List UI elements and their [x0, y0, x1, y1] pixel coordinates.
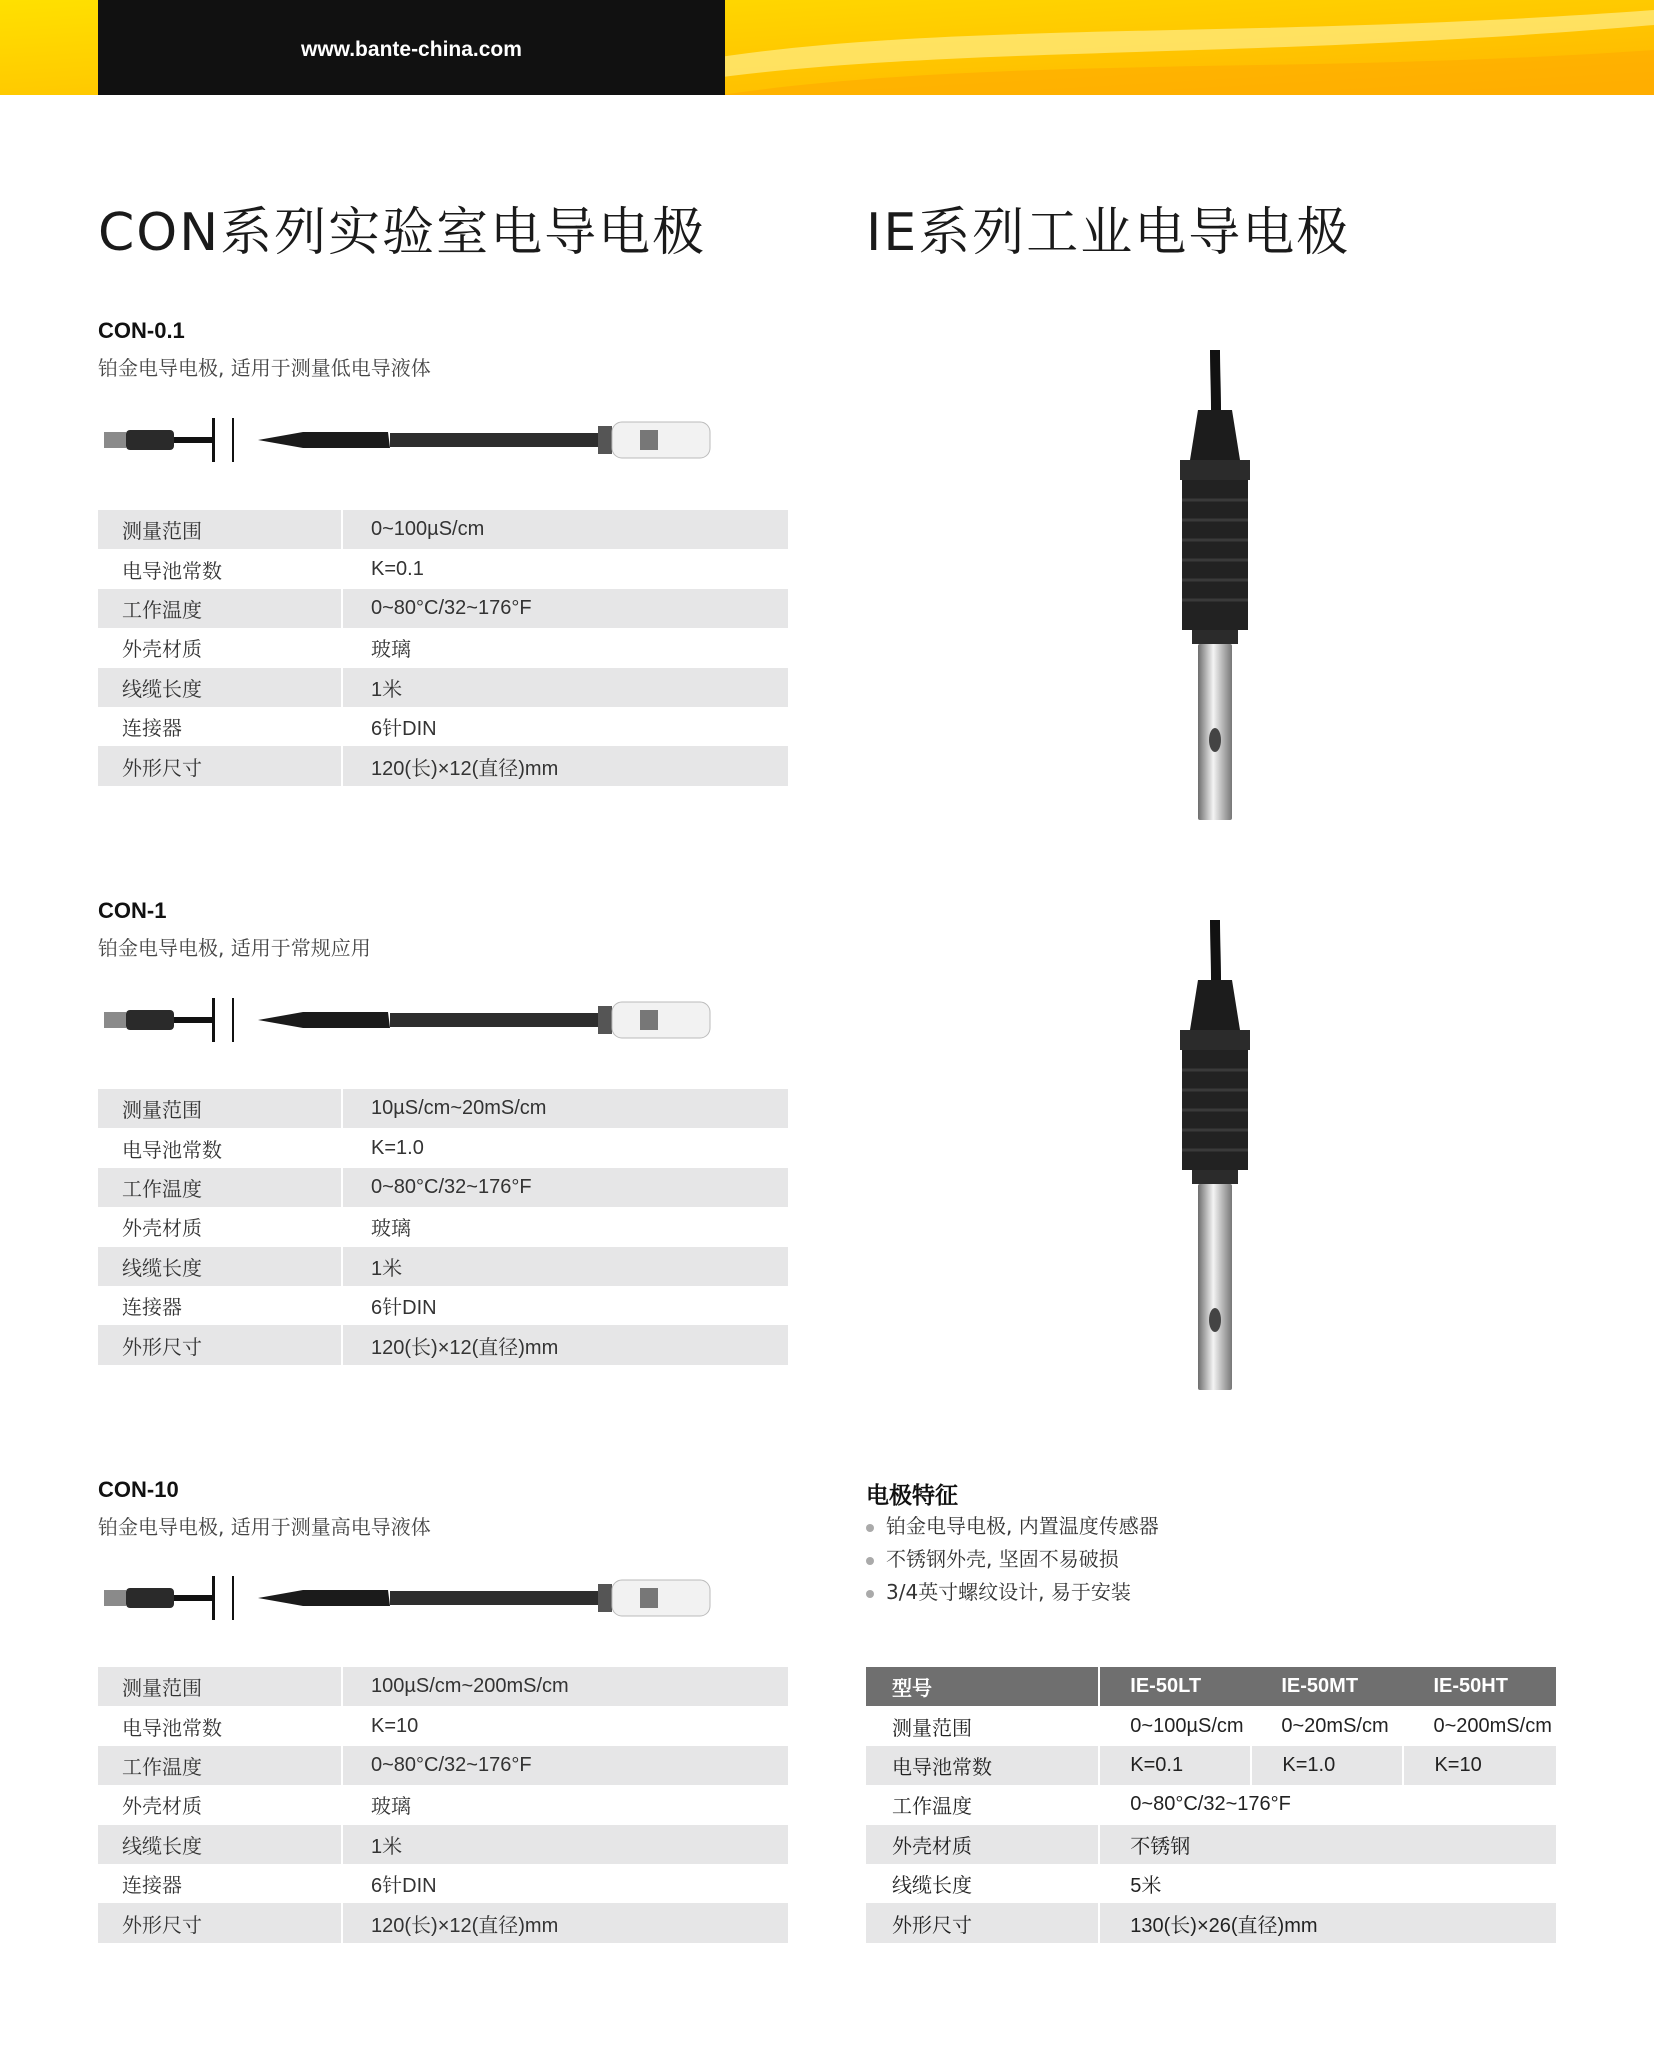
- spec-label: 电导池常数: [98, 1128, 342, 1167]
- spec-value: 5米: [1130, 1875, 1162, 1898]
- spec-label: 测量范围: [866, 1706, 1099, 1745]
- feature-text: 铂金电导电极, 内置温度传感器: [886, 1514, 1159, 1538]
- spec-label: 线缆长度: [98, 668, 342, 707]
- spec-label: 外形尺寸: [98, 746, 342, 785]
- ie-electrode-image: [1160, 920, 1270, 1400]
- spec-value: 0~200mS/cm: [1433, 1714, 1552, 1737]
- table-row: [98, 1864, 788, 1903]
- header-bar: [0, 0, 1654, 95]
- column-header: IE-50LT: [1099, 1667, 1251, 1706]
- spec-value: 0~100µS/cm: [1130, 1714, 1244, 1737]
- feature-text: 3/4英寸螺纹设计, 易于安装: [886, 1580, 1131, 1604]
- table-row: [98, 1247, 788, 1286]
- spec-value: 120(长)×12(直径)mm: [342, 746, 788, 785]
- table-row: [98, 668, 788, 707]
- bullet-icon: [866, 1557, 874, 1565]
- spec-value: 不锈钢: [1099, 1825, 1556, 1864]
- table-row: [98, 1746, 788, 1785]
- spec-value: 120(长)×12(直径)mm: [342, 1903, 788, 1942]
- spec-value: 玻璃: [371, 1218, 411, 1241]
- spec-value: 6针DIN: [371, 1875, 437, 1898]
- table-row: [866, 1706, 1556, 1745]
- spec-value: 0~100µS/cm: [342, 510, 788, 549]
- product-name: CON-10: [98, 1477, 179, 1502]
- con-series-title: CON系列实验室电导电极: [98, 203, 707, 263]
- spec-label: 连接器: [98, 1864, 342, 1903]
- table-row: [866, 1746, 1556, 1785]
- product-description: 铂金电导电极, 适用于测量低电导液体: [98, 356, 431, 380]
- table-row: [98, 1286, 788, 1325]
- feature-text: 不锈钢外壳, 坚固不易破损: [886, 1547, 1119, 1571]
- spec-value: 0~80°C/32~176°F: [342, 589, 788, 628]
- spec-value: 130(长)×26(直径)mm: [1099, 1903, 1556, 1942]
- bullet-icon: [866, 1590, 874, 1598]
- spec-label: 工作温度: [98, 589, 342, 628]
- spec-table-con-10: [98, 1667, 788, 1943]
- ie-electrode-image: [1160, 350, 1270, 830]
- table-row: [98, 1785, 788, 1824]
- table-row: [866, 1825, 1556, 1864]
- spec-label: 外形尺寸: [866, 1903, 1099, 1942]
- spec-label: 电导池常数: [98, 1706, 342, 1745]
- product-description: 铂金电导电极, 适用于常规应用: [98, 936, 371, 960]
- spec-value: 1米: [342, 1247, 788, 1286]
- spec-label: 外形尺寸: [98, 1325, 342, 1364]
- table-row: [98, 1325, 788, 1364]
- table-row: [98, 549, 788, 588]
- column-header: 型号: [866, 1667, 1099, 1706]
- spec-value: K=10: [371, 1714, 419, 1737]
- con-electrode-image: [98, 1568, 718, 1628]
- spec-value: 0~80°C/32~176°F: [1130, 1793, 1291, 1816]
- spec-value: K=1.0: [371, 1136, 424, 1159]
- table-header-row: [866, 1667, 1556, 1706]
- spec-value: 玻璃: [371, 1796, 411, 1819]
- spec-label: 连接器: [98, 1286, 342, 1325]
- spec-value: K=0.1: [371, 557, 424, 580]
- spec-label: 线缆长度: [98, 1247, 342, 1286]
- product-description: 铂金电导电极, 适用于测量高电导液体: [98, 1515, 431, 1539]
- spec-value: K=0.1: [1099, 1746, 1251, 1785]
- table-row: [866, 1903, 1556, 1942]
- spec-table-con-1: [98, 1089, 788, 1365]
- spec-label: 外壳材质: [98, 628, 342, 667]
- spec-label: 测量范围: [98, 1667, 342, 1706]
- spec-value: 100µS/cm~200mS/cm: [342, 1667, 788, 1706]
- table-row: [98, 589, 788, 628]
- column-header: IE-50HT: [1403, 1667, 1556, 1706]
- spec-value: 1米: [342, 1825, 788, 1864]
- ie-series-title: IE系列工业电导电极: [866, 203, 1351, 263]
- table-row: [98, 1667, 788, 1706]
- product-name: CON-0.1: [98, 318, 185, 343]
- spec-value: 6针DIN: [371, 1297, 437, 1320]
- spec-value: K=10: [1403, 1746, 1556, 1785]
- spec-label: 电导池常数: [866, 1746, 1099, 1785]
- spec-value: 120(长)×12(直径)mm: [342, 1325, 788, 1364]
- spec-value: 玻璃: [371, 639, 411, 662]
- spec-label: 外壳材质: [98, 1785, 342, 1824]
- table-row: [98, 1207, 788, 1246]
- spec-value: 10µS/cm~20mS/cm: [342, 1089, 788, 1128]
- table-row: [98, 628, 788, 667]
- list-item: [866, 1576, 1159, 1609]
- table-row: [98, 1089, 788, 1128]
- table-row: [98, 510, 788, 549]
- spec-value: 0~80°C/32~176°F: [342, 1168, 788, 1207]
- table-row: [866, 1864, 1556, 1903]
- spec-label: 外壳材质: [98, 1207, 342, 1246]
- spec-table-con-0-1: [98, 510, 788, 786]
- spec-value: 6针DIN: [371, 718, 437, 741]
- spec-label: 外壳材质: [866, 1825, 1099, 1864]
- column-header: IE-50MT: [1251, 1667, 1403, 1706]
- list-item: [866, 1510, 1159, 1543]
- list-item: [866, 1543, 1159, 1576]
- ie-spec-table: [866, 1667, 1556, 1943]
- spec-label: 测量范围: [98, 510, 342, 549]
- spec-label: 工作温度: [98, 1168, 342, 1207]
- spec-value: 0~20mS/cm: [1281, 1714, 1389, 1737]
- spec-label: 线缆长度: [866, 1864, 1099, 1903]
- spec-value: 0~80°C/32~176°F: [342, 1746, 788, 1785]
- con-electrode-image: [98, 410, 718, 470]
- spec-label: 连接器: [98, 707, 342, 746]
- table-row: [98, 1825, 788, 1864]
- spec-label: 工作温度: [98, 1746, 342, 1785]
- website-url[interactable]: www.bante-china.com: [301, 38, 522, 61]
- table-row: [98, 1168, 788, 1207]
- spec-label: 外形尺寸: [98, 1903, 342, 1942]
- con-electrode-image: [98, 990, 718, 1050]
- table-row: [866, 1785, 1556, 1824]
- spec-label: 工作温度: [866, 1785, 1099, 1824]
- table-row: [98, 1706, 788, 1745]
- spec-value: 1米: [342, 668, 788, 707]
- spec-label: 测量范围: [98, 1089, 342, 1128]
- table-row: [98, 1128, 788, 1167]
- table-row: [98, 746, 788, 785]
- bullet-icon: [866, 1524, 874, 1532]
- table-row: [98, 707, 788, 746]
- features-list: [866, 1510, 1159, 1609]
- spec-label: 电导池常数: [98, 549, 342, 588]
- spec-label: 线缆长度: [98, 1825, 342, 1864]
- spec-value: K=1.0: [1251, 1746, 1403, 1785]
- features-title: 电极特征: [866, 1483, 958, 1509]
- table-row: [98, 1903, 788, 1942]
- product-name: CON-1: [98, 898, 167, 923]
